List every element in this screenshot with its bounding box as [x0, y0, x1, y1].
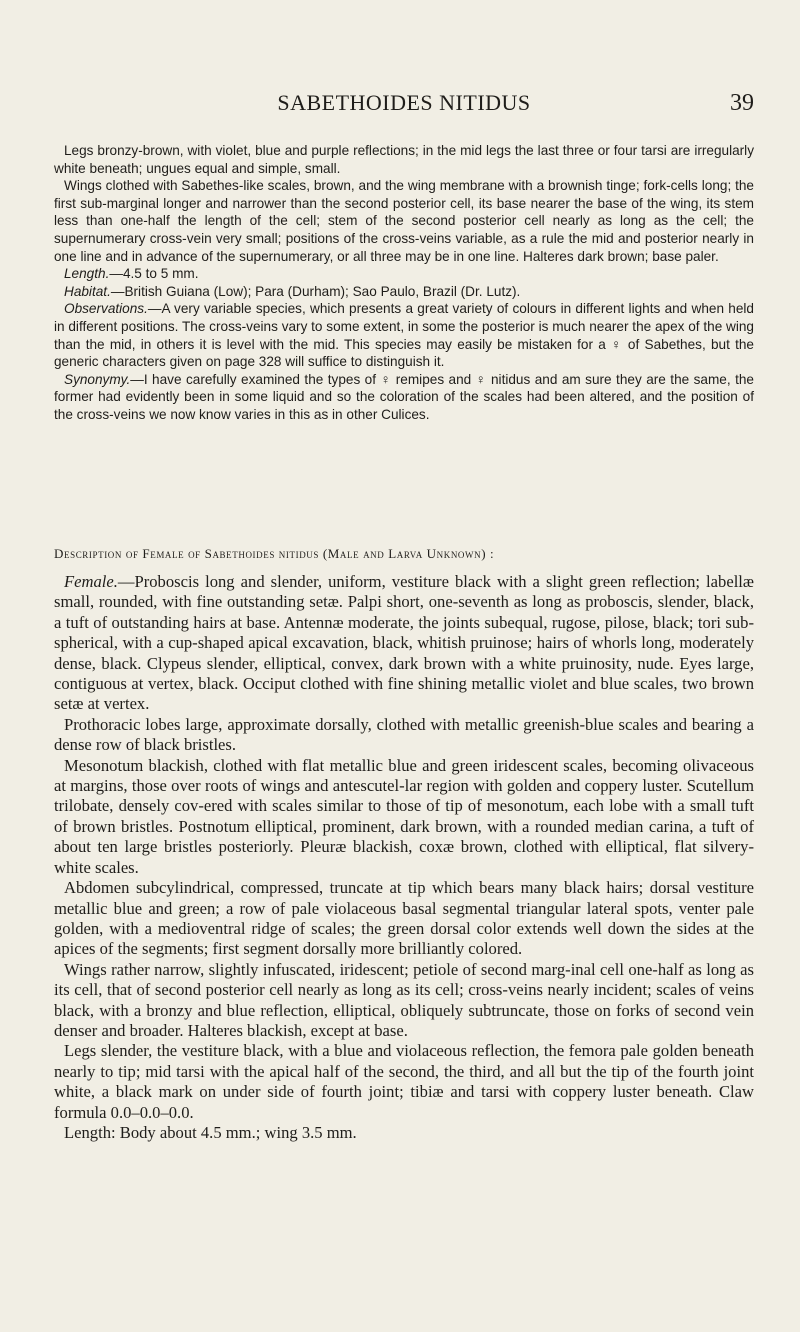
paragraph-wings: Wings clothed with Sabethes-like scales, brown, and the wing membrane with a brownish tinge; fork-cells long; the first sub-marginal longer and narrower than the second posterior cell, its base nearer the base of the wing, its stem less than one-half the length of the cell; stem of the second posterior cell nearly as long as the cell; the supernumerary cross-vein very small; positions of the cross-veins variable, as a rule the mid and posterior nearly in one line and in advance of the supernumerary, or all three may be in one line. Halteres dark brown; base paler.	[54, 178, 754, 264]
paragraph-legs-female: Legs slender, the vestiture black, with a blue and violaceous reflection, the femora pale golden beneath nearly to tip; mid tarsi with the apical half of the second, the third, and all but the tip of the fourth joint white, a black mark on under side of fourth joint; tibiæ and tarsi with coppery luster beneath. Claw formula 0.0–0.0–0.0.	[54, 1041, 754, 1122]
paragraph-mesonotum: Mesonotum blackish, clothed with flat metallic blue and green iridescent scales, becoming olivaceous at margins, those over roots of wings and antescutel-lar region with golden and coppery luster. Scutellum trilobate, densely cov-ered with scales similar to those of tip of mesonotum, each lobe with a small tuft of brown bristles. Postnotum elliptical, prominent, dark brown, with a rounded median carina, a tuft of about ten large bristles posteriorly. Pleuræ blackish, coxæ brown, clothed with elliptical, flat silvery-white scales.	[54, 755, 754, 877]
page-number: 39	[730, 90, 754, 116]
running-title: SABETHOIDES NITIDUS	[277, 90, 531, 115]
paragraph-length: Length.—4.5 to 5 mm.	[64, 266, 199, 282]
paragraph-synonymy: Synonymy.—I have carefully examined the types of ♀ remipes and ♀ nitidus and am sure they are the same, the former had evidently been in some liquid and so the coloration of the scales had been altered, and the position of the cross-veins we now know varies in this as in other Culices.	[54, 371, 754, 422]
paragraph-wings-female: Wings rather narrow, slightly infuscated, iridescent; petiole of second marg-inal cell one-half as long as its cell, that of second posterior cell nearly as long as its cell; cross-veins nearly incident; scales of veins black, with a bronzy and blue reflection, elliptical, obliquely subtruncate, those on forks of second vein denser and broader. Halteres blackish, except at base.	[54, 959, 754, 1040]
paragraph-female: Female.—Proboscis long and slender, uniform, vestiture black with a slight green reflection; labellæ small, rounded, with fine outstanding setæ. Palpi short, one-seventh as long as proboscis, slender, black, a tuft of outstanding hairs at base. Antennæ moderate, the joints subequal, rugose, pilose, black; tori sub-spherical, with a cup-shaped apical excavation, black, whitish pruinose; hairs of whorls long, moderately dense, black. Clypeus slender, elliptical, convex, dark brown with a white pruinosity, nude. Eyes large, contiguous at vertex, black. Occiput clothed with fine shining metallic violet and blue scales, two brown setæ at vertex.	[54, 572, 754, 714]
paragraph-habitat: Habitat.—British Guiana (Low); Para (Durham); Sao Paulo, Brazil (Dr. Lutz).	[64, 283, 521, 299]
paragraph-length-female: Length: Body about 4.5 mm.; wing 3.5 mm.	[64, 1122, 357, 1142]
paragraph-prothoracic: Prothoracic lobes large, approximate dorsally, clothed with metallic greenish-blue scales and bearing a dense row of black bristles.	[54, 714, 754, 755]
species-notes	[54, 142, 754, 424]
female-description	[54, 572, 754, 1143]
section-heading: Description of Female of Sabethoides nitidus (Male and Larva Unknown) :	[54, 546, 495, 561]
paragraph-observations: Observations.—A very variable species, which presents a great variety of colours in different lights and when held in different positions. The cross-veins vary to some extent, in some the posterior is much nearer the apex of the wing than the mid, in others it is level with the mid. This species may easily be mistaken for a ♀ of Sabethes, but the generic characters given on page 328 will suffice to distinguish it.	[54, 301, 754, 370]
page-header	[54, 90, 754, 120]
paragraph-legs: Legs bronzy-brown, with violet, blue and purple reflections; in the mid legs the last three or four tarsi are irregularly white beneath; ungues equal and simple, small.	[54, 143, 754, 176]
paragraph-abdomen: Abdomen subcylindrical, compressed, truncate at tip which bears many black hairs; dorsal vestiture metallic blue and green; a row of pale violaceous basal segmental triangular lateral spots, venter pale golden, with a medioventral ridge of scales; the green dorsal color extends well down the sides at the apices of the segments; first segment dorsally more brilliantly colored.	[54, 878, 754, 959]
